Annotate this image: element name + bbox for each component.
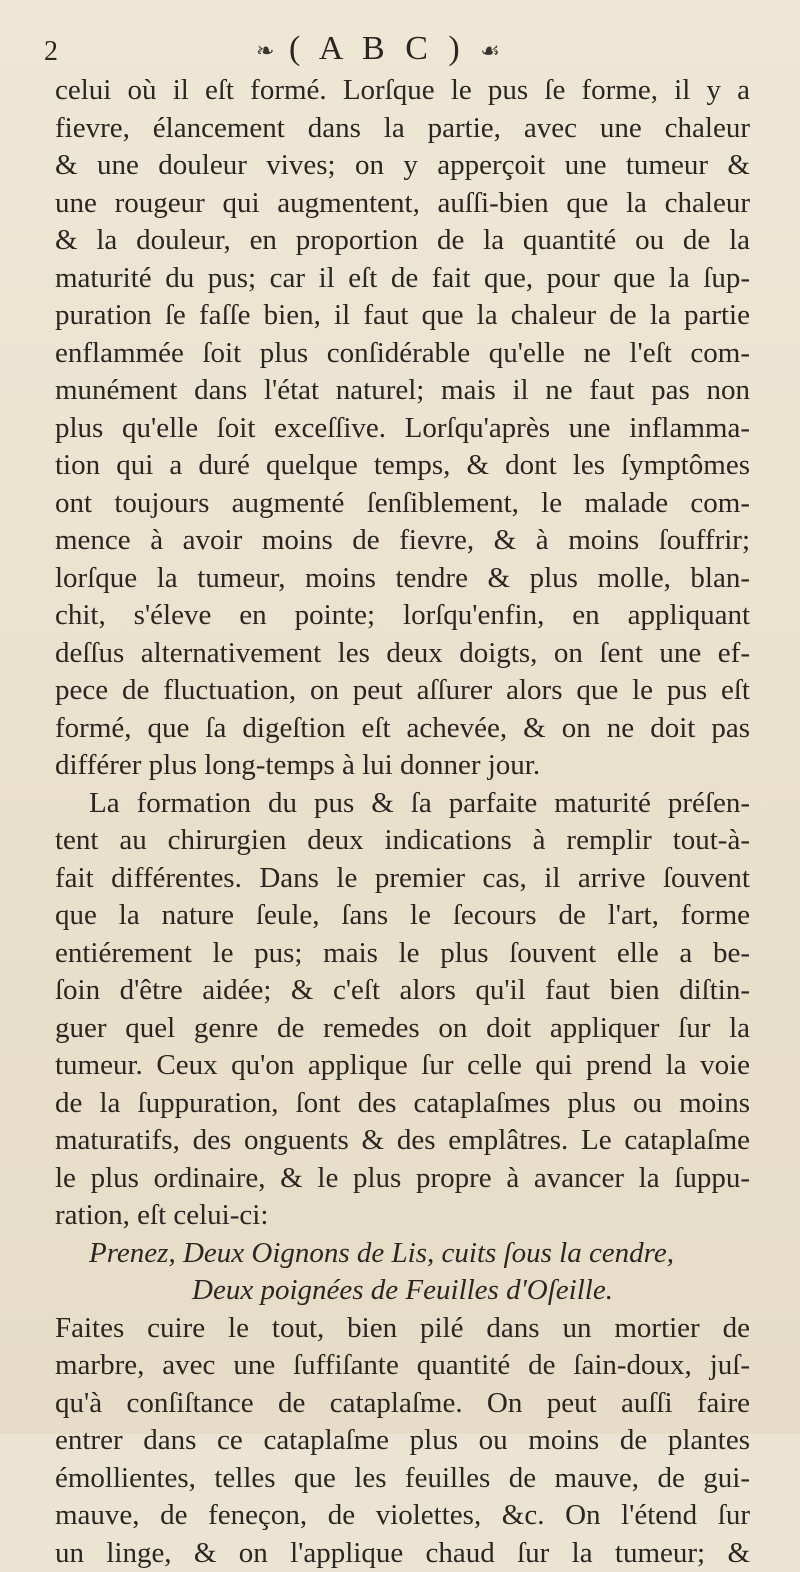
paragraph-start-line: La formation du pus & ſa parfaite maturité préſen-: [55, 785, 750, 823]
recipe-line: Deux poignées de Feuilles d'Oſeille.: [55, 1272, 750, 1310]
text-line: formé, que ſa digeſtion eſt achevée, & on ne doit pas: [55, 710, 750, 748]
text-line: de la ſuppuration, ſont des cataplaſmes plus ou moins: [55, 1085, 750, 1123]
text-line: une rougeur qui augmentent, auſſi-bien que la chaleur: [55, 185, 750, 223]
text-line: plus qu'elle ſoit exceſſive. Lorſqu'après une inflamma-: [55, 410, 750, 448]
text-line: mauve, de feneçon, de violettes, &c. On l'étend ſur: [55, 1497, 750, 1535]
text-line: puration ſe faſſe bien, il faut que la chaleur de la partie: [55, 297, 750, 335]
text-line: deſſus alternativement les deux doigts, on ſent une ef-: [55, 635, 750, 673]
running-head-text: ( A B C ): [289, 30, 466, 67]
text-line: ont toujours augmenté ſenſiblement, le malade com-: [55, 485, 750, 523]
body-text: [55, 72, 750, 1572]
text-line: tumeur. Ceux qu'on applique ſur celle qui prend la voie: [55, 1047, 750, 1085]
text-line: celui où il eſt formé. Lorſque le pus ſe forme, il y a: [55, 72, 750, 110]
text-line: fievre, élancement dans la partie, avec une chaleur: [55, 110, 750, 148]
text-line: maturité du pus; car il eſt de fait que, pour que la ſup-: [55, 260, 750, 298]
text-line: chit, s'éleve en pointe; lorſqu'enfin, en appliquant: [55, 597, 750, 635]
page-header: [0, 30, 800, 70]
text-line: entiérement le pus; mais le plus ſouvent elle a be-: [55, 935, 750, 973]
paragraph-end-line: différer plus long-temps à lui donner jour.: [55, 747, 750, 785]
text-line: & la douleur, en proportion de la quantité ou de la: [55, 222, 750, 260]
text-line: tent au chirurgien deux indications à remplir tout-à-: [55, 822, 750, 860]
text-line: ſoin d'être aidée; & c'eſt alors qu'il faut bien diſtin-: [55, 972, 750, 1010]
text-line: lorſque la tumeur, moins tendre & plus molle, blan-: [55, 560, 750, 598]
page-number: 2: [44, 36, 58, 68]
text-line: émollientes, telles que les feuilles de mauve, de gui-: [55, 1460, 750, 1498]
text-line: pece de fluctuation, on peut aſſurer alors que le pus eſt: [55, 672, 750, 710]
text-line: munément dans l'état naturel; mais il ne faut pas non: [55, 372, 750, 410]
text-line: un linge, & on l'applique chaud ſur la tumeur; &: [55, 1535, 750, 1572]
running-head: [228, 30, 528, 68]
text-line: le plus ordinaire, & le plus propre à avancer la ſuppu-: [55, 1160, 750, 1198]
text-line: qu'à conſiſtance de cataplaſme. On peut auſſi faire: [55, 1385, 750, 1423]
text-line: entrer dans ce cataplaſme plus ou moins de plantes: [55, 1422, 750, 1460]
text-line: marbre, avec une ſuffiſante quantité de ſain-doux, juſ-: [55, 1347, 750, 1385]
text-line: que la nature ſeule, ſans le ſecours de l'art, forme: [55, 897, 750, 935]
text-line: maturatifs, des onguents & des emplâtres. Le cataplaſme: [55, 1122, 750, 1160]
recipe-line: Prenez, Deux Oignons de Lis, cuits ſous la cendre,: [55, 1235, 750, 1273]
left-ornament-icon: ❧: [256, 38, 274, 64]
text-line: tion qui a duré quelque temps, & dont les ſymptômes: [55, 447, 750, 485]
text-line: & une douleur vives; on y apperçoit une tumeur &: [55, 147, 750, 185]
text-line: fait différentes. Dans le premier cas, il arrive ſouvent: [55, 860, 750, 898]
text-line: enflammée ſoit plus conſidérable qu'elle ne l'eſt com-: [55, 335, 750, 373]
text-line: guer quel genre de remedes on doit appliquer ſur la: [55, 1010, 750, 1048]
right-ornament-icon: ☙: [480, 38, 500, 64]
text-line: mence à avoir moins de fievre, & à moins ſouffrir;: [55, 522, 750, 560]
paragraph-end-line: ration, eſt celui-ci:: [55, 1197, 750, 1235]
text-line: Faites cuire le tout, bien pilé dans un mortier de: [55, 1310, 750, 1348]
